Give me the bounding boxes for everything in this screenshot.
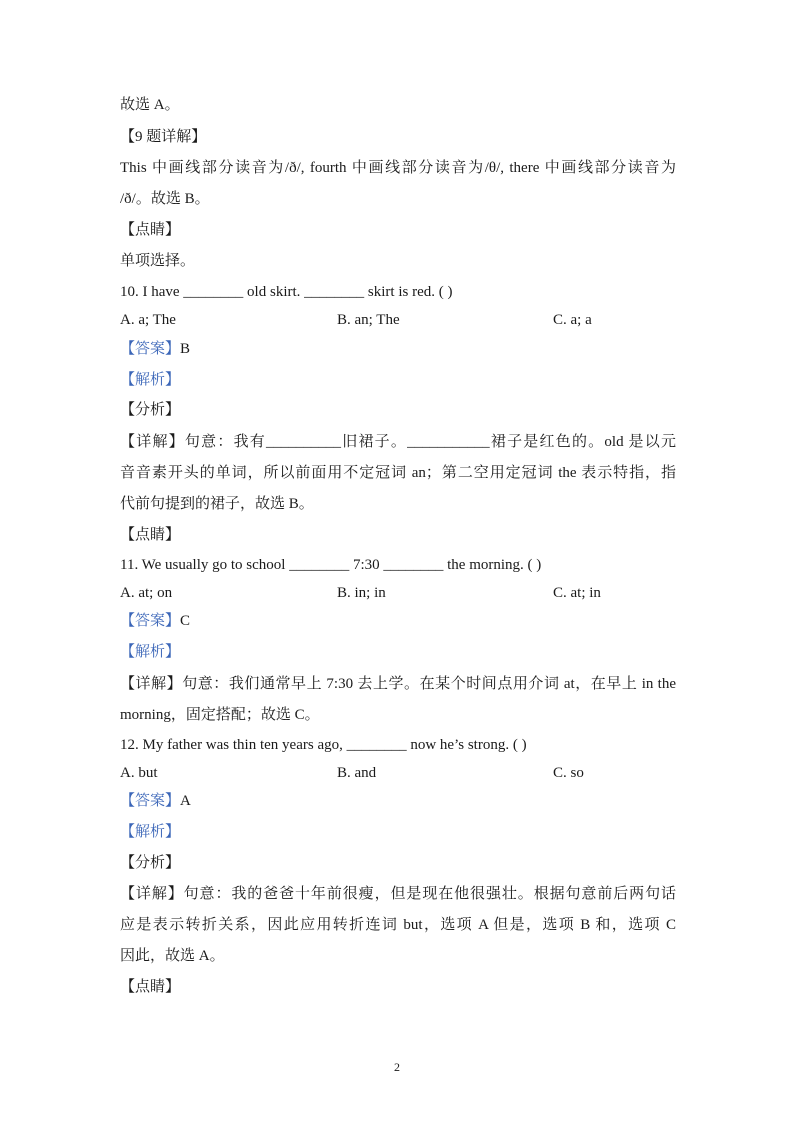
answer-value: C: [180, 613, 191, 629]
analysis-tag: 【解析】: [120, 824, 181, 840]
answer-value: B: [180, 341, 191, 357]
fenxi-tag: 【分析】: [120, 855, 181, 871]
answer-line-11: [120, 611, 190, 631]
answer-line-10: [120, 339, 190, 359]
answer-tag: 【答案】: [120, 613, 181, 629]
text-line: This 中画线部分读音为/ð/, fourth 中画线部分读音为/θ/, there 中画线部分读音为: [120, 160, 676, 176]
dianjing-heading: 【点睛】: [120, 979, 181, 995]
detail-line: 因此，故选 A。: [120, 948, 225, 964]
text-line: 故选 A。: [120, 97, 180, 113]
dianjing-heading: 【点睛】: [120, 222, 181, 238]
detail-line: 代前句提到的裙子，故选 B。: [120, 496, 314, 512]
answer-value: A: [180, 793, 191, 809]
fenxi-tag: 【分析】: [120, 402, 181, 418]
detail-line: 音音素开头的单词，所以前面用不定冠词 an；第二空用定冠词 the 表示特指，指: [120, 465, 676, 481]
detail-line: 【详解】句意：我的爸爸十年前很瘦，但是现在他很强壮。根据句意前后两句话: [120, 886, 676, 902]
question-11: 11. We usually go to school ________ 7:30 ________ the morning. ( ): [120, 557, 542, 573]
detail-line: morning，固定搭配；故选 C。: [120, 707, 320, 723]
answer-tag: 【答案】: [120, 793, 181, 809]
answer-tag: 【答案】: [120, 341, 181, 357]
detail-line: 【详解】句意：我有__________旧裙子。___________裙子是红色的。old 是以元: [120, 434, 676, 450]
option-c: C. so: [553, 765, 584, 781]
section-heading: 【9 题详解】: [120, 129, 207, 145]
options-11: [120, 583, 680, 603]
text-line: 单项选择。: [120, 253, 196, 269]
option-c: C. a; a: [553, 312, 592, 328]
analysis-tag: 【解析】: [120, 372, 181, 388]
detail-line: 应是表示转折关系，因此应用转折连词 but，选项 A 但是，选项 B 和，选项 C: [120, 917, 676, 933]
option-a: A. a; The: [120, 312, 176, 328]
option-b: B. and: [337, 765, 377, 781]
analysis-tag: 【解析】: [120, 644, 181, 660]
option-b: B. in; in: [337, 585, 386, 601]
options-10: [120, 310, 680, 330]
option-b: B. an; The: [337, 312, 400, 328]
detail-line: 【详解】句意：我们通常早上 7:30 去上学。在某个时间点用介词 at，在早上 in the: [120, 676, 676, 692]
question-12: 12. My father was thin ten years ago, ________ now he’s strong. ( ): [120, 737, 527, 753]
dianjing-heading: 【点睛】: [120, 527, 181, 543]
page-number: 2: [394, 1060, 400, 1074]
text-line: /ð/。故选 B。: [120, 191, 210, 207]
answer-line-12: [120, 791, 191, 811]
options-12: [120, 763, 680, 783]
option-a: A. at; on: [120, 585, 173, 601]
question-10: 10. I have ________ old skirt. ________ skirt is red. ( ): [120, 284, 453, 300]
option-a: A. but: [120, 765, 158, 781]
option-c: C. at; in: [553, 585, 601, 601]
